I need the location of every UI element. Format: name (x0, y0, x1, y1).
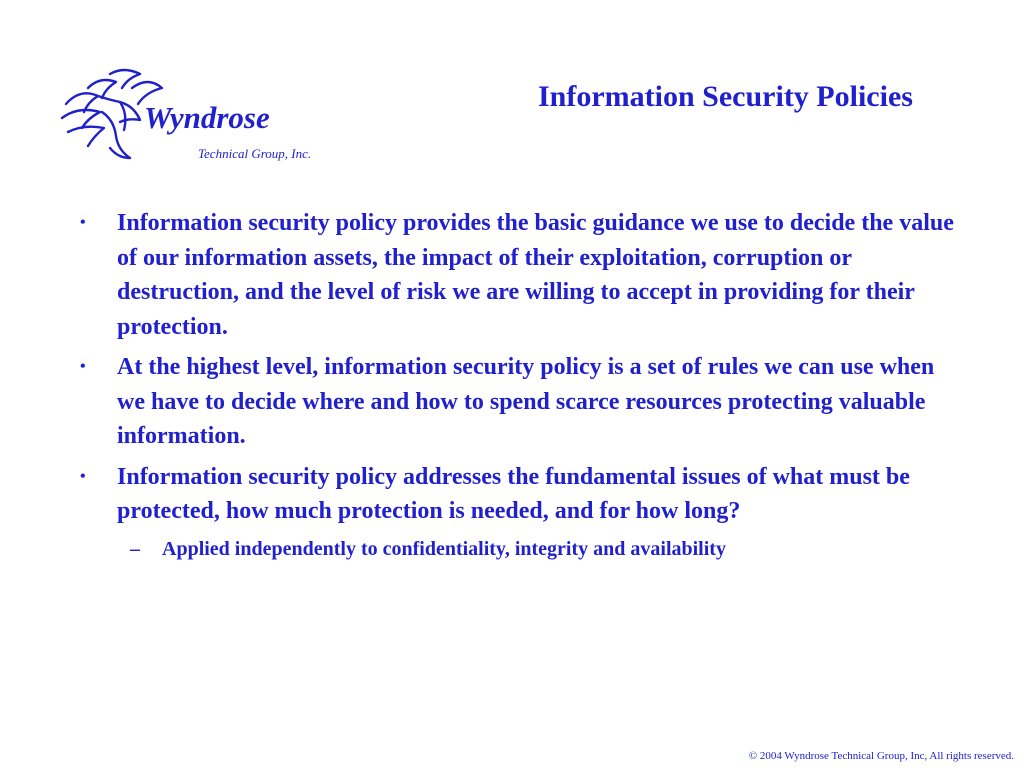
bullet-list (76, 206, 956, 563)
bullet-marker: • (80, 214, 86, 231)
bullet-item (76, 206, 956, 344)
logo-name: Wyndrose (144, 100, 270, 135)
bullet-text: Information security policy addresses the fundamental issues of what must be protected, how much protection is needed, and for how long? (117, 463, 910, 524)
copyright-footer: © 2004 Wyndrose Technical Group, Inc, All rights reserved. (748, 750, 1014, 762)
sub-bullet-text: Applied independently to confidentiality, integrity and availability (162, 537, 726, 560)
bullet-item (76, 350, 956, 454)
bullet-marker: • (80, 358, 86, 375)
company-logo (58, 66, 333, 166)
logo-tagline: Technical Group, Inc. (198, 146, 312, 161)
bullet-item (76, 460, 956, 529)
wyndrose-bird-icon (58, 66, 333, 166)
sub-bullet-marker: – (130, 537, 140, 560)
bullet-text: Information security policy provides the basic guidance we use to decide the value of our information assets, the impact of their exploitation, corruption or destruction, and the level of risk we are willing to accept in providing for their protection. (117, 210, 954, 340)
slide-title: Information Security Policies (538, 80, 913, 113)
bullet-marker: • (80, 467, 86, 485)
sub-bullet-item (76, 535, 956, 563)
bullet-text: At the highest level, information security policy is a set of rules we can use when we have to decide where and how to spend scarce resources protecting valuable information. (117, 354, 935, 449)
